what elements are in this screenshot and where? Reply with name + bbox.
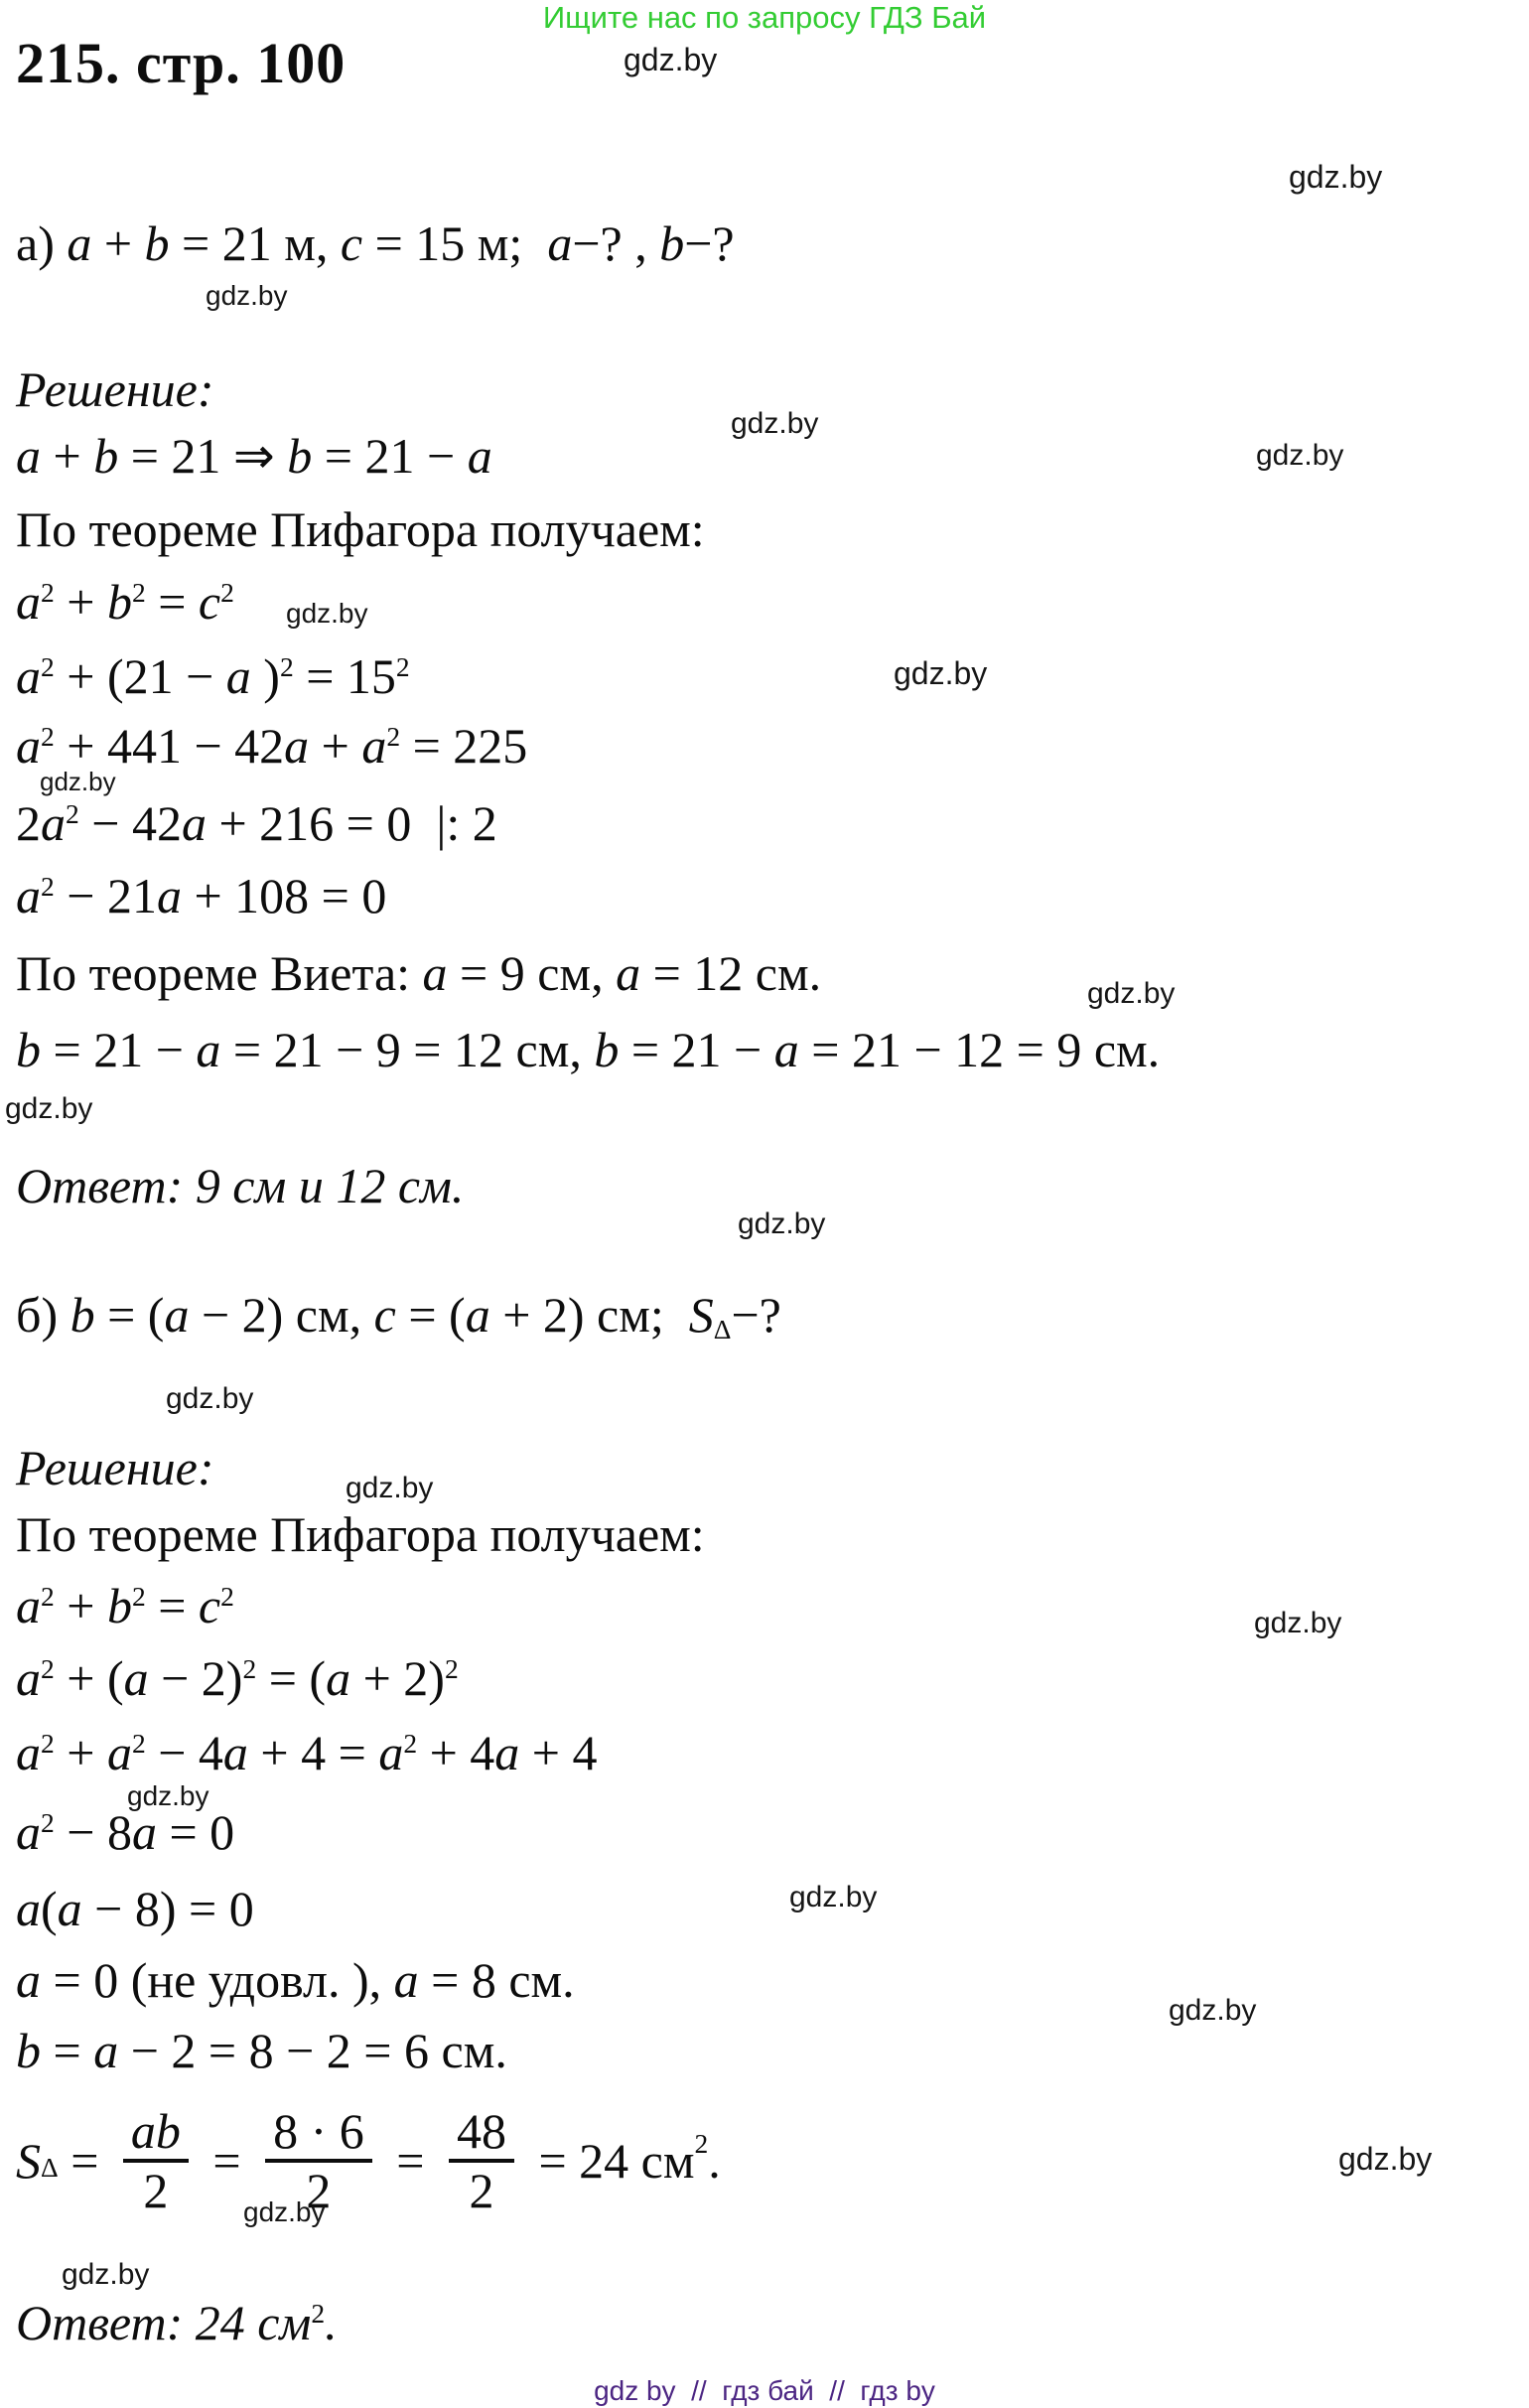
- eq-a-b-values: [16, 1021, 1160, 1079]
- math-segment: +: [91, 215, 145, 271]
- math-segment: 2: [311, 2297, 326, 2329]
- math-segment: + (21 −: [54, 648, 226, 704]
- math-segment: 2: [469, 2163, 494, 2218]
- math-segment: a: [16, 648, 41, 704]
- math-segment: S: [688, 1287, 714, 1343]
- math-segment: c: [198, 1578, 221, 1633]
- math-segment: 2: [444, 1652, 459, 1684]
- gdz-watermark: gdz.by: [1254, 1607, 1342, 1639]
- gdz-watermark: gdz.by: [1169, 1994, 1257, 2027]
- math-segment: = 21 −: [619, 1022, 774, 1077]
- math-segment: c: [340, 215, 363, 271]
- math-segment: a: [123, 1650, 149, 1706]
- fraction-numerator: [265, 2103, 372, 2159]
- math-segment: = 24 см: [525, 2132, 695, 2189]
- gdz-watermark: gdz.by: [1256, 439, 1344, 472]
- gdz-watermark: gdz.by: [286, 598, 368, 629]
- math-segment: = 12 см.: [640, 945, 822, 1001]
- math-segment: Δ: [713, 1314, 732, 1346]
- math-segment: 2: [386, 720, 401, 752]
- fraction-denominator: [449, 2159, 514, 2218]
- math-segment: 2: [306, 2163, 332, 2218]
- problem-b-statement: [16, 1286, 781, 1345]
- math-segment: + 4: [417, 1725, 495, 1780]
- math-segment: 2: [66, 797, 79, 829]
- math-segment: 2: [131, 1580, 146, 1612]
- gdz-watermark: gdz.by: [738, 1207, 826, 1240]
- math-segment: a: [156, 868, 182, 923]
- gdz-watermark: gdz.by: [731, 407, 819, 440]
- math-segment: a: [222, 1725, 248, 1780]
- gdz-watermark: gdz.by: [5, 1092, 93, 1125]
- math-segment: 2: [242, 1652, 257, 1684]
- math-segment: 2: [16, 795, 41, 851]
- math-segment: a: [16, 1578, 41, 1633]
- math-segment: −?: [684, 215, 735, 271]
- math-segment: По теореме Виета:: [16, 945, 423, 1001]
- math-segment: S: [16, 2132, 41, 2189]
- gdz-watermark: gdz.by: [40, 767, 116, 796]
- math-segment: − 21: [54, 868, 157, 923]
- math-segment: б): [16, 1287, 70, 1343]
- math-segment: + (: [54, 1650, 124, 1706]
- math-segment: a: [16, 1881, 41, 1936]
- math-segment: a: [378, 1725, 404, 1780]
- gdz-watermark: gdz.by: [62, 2258, 150, 2291]
- math-segment: − 2) см,: [189, 1287, 374, 1343]
- footer-tags: gdz by // гдз бай // гдз by: [594, 2375, 935, 2406]
- problem-a-statement: [16, 214, 735, 273]
- math-segment: b: [594, 1022, 620, 1077]
- math-segment: c: [373, 1287, 396, 1343]
- math-segment: b: [93, 428, 119, 484]
- gdz-watermark: gdz.by: [206, 280, 288, 311]
- math-segment: a: [284, 718, 310, 774]
- math-segment: 2: [41, 650, 55, 682]
- math-segment: 8 · 6: [273, 2103, 364, 2159]
- math-segment: = 0 (не удовл. ),: [41, 1952, 394, 2008]
- pythagoras-text-b: [16, 1505, 705, 1564]
- math-segment: + 216 = 0 |: 2: [206, 795, 497, 851]
- math-segment: =: [145, 574, 199, 630]
- eq-b-side: [16, 2022, 507, 2080]
- math-segment: −?: [731, 1287, 781, 1343]
- math-segment: +: [41, 428, 94, 484]
- math-segment: + 441 − 42: [54, 718, 285, 774]
- solution-a-label: [16, 360, 214, 419]
- math-segment: = (: [94, 1287, 165, 1343]
- gdz-watermark: gdz.by: [243, 2196, 326, 2227]
- math-segment: b: [70, 1287, 95, 1343]
- math-segment: c: [198, 574, 221, 630]
- math-segment: ab: [130, 2103, 181, 2159]
- math-segment: 2: [41, 870, 55, 902]
- math-segment: Ответ: 24 см: [16, 2295, 312, 2350]
- math-segment: .: [708, 2132, 721, 2189]
- gdz-watermark: gdz.by: [789, 1881, 878, 1913]
- math-segment: По теореме Пифагора получаем:: [16, 501, 705, 557]
- math-segment: Решение:: [16, 361, 214, 417]
- gdz-watermark: gdz.by: [166, 1382, 254, 1415]
- math-segment: 2: [41, 1727, 55, 1759]
- math-segment: = 15: [293, 648, 396, 704]
- math-segment: = 0: [156, 1804, 235, 1860]
- math-segment: a: [181, 795, 207, 851]
- math-segment: По теореме Пифагора получаем:: [16, 1506, 705, 1562]
- math-segment: = 21 −: [312, 428, 468, 484]
- problem-title: 215. стр. 100: [16, 31, 347, 95]
- eq-a-substituted: [16, 647, 410, 706]
- math-segment: = 21 − 9 = 12 см,: [220, 1022, 595, 1077]
- math-segment: a: [16, 1650, 41, 1706]
- gdz-watermark: gdz.by: [1338, 2141, 1433, 2177]
- math-segment: = (: [256, 1650, 327, 1706]
- eq-a-collected: [16, 794, 497, 853]
- math-segment: − 8) = 0: [81, 1881, 254, 1936]
- gdz-watermark: gdz.by: [894, 655, 988, 691]
- math-segment: a: [494, 1725, 520, 1780]
- eq-b-factored: [16, 1880, 254, 1938]
- math-segment: = 9 см,: [447, 945, 617, 1001]
- math-segment: +: [309, 718, 362, 774]
- math-segment: b: [659, 215, 685, 271]
- fraction: [123, 2103, 189, 2218]
- answer-a: [16, 1157, 464, 1215]
- math-segment: a: [16, 1725, 41, 1780]
- math-segment: b: [106, 1578, 132, 1633]
- fraction: [449, 2103, 514, 2218]
- math-segment: a: [773, 1022, 799, 1077]
- math-segment: =: [58, 2132, 111, 2189]
- math-segment: b: [287, 428, 313, 484]
- math-segment: 48: [456, 2103, 506, 2159]
- math-segment: =: [200, 2132, 254, 2189]
- math-segment: 2: [220, 576, 234, 608]
- math-segment: a: [16, 868, 41, 923]
- math-segment: a: [16, 574, 41, 630]
- math-segment: =: [41, 2023, 94, 2078]
- promo-header: Ищите нас по запросу ГДЗ Бай: [542, 0, 987, 35]
- eq-a-quadratic: [16, 867, 386, 925]
- pythagoras-text-a: [16, 500, 705, 559]
- eq-b-pythagoras: [16, 1577, 234, 1635]
- math-segment: a: [106, 1725, 132, 1780]
- vieta-text: [16, 944, 821, 1003]
- eq-a-pythagoras: [16, 573, 234, 632]
- math-segment: +: [54, 574, 107, 630]
- math-segment: 2: [41, 576, 55, 608]
- eq-b-roots: [16, 1951, 575, 2010]
- eq-b-expanded: [16, 1724, 597, 1782]
- math-segment: a: [422, 945, 448, 1001]
- math-segment: =: [145, 1578, 199, 1633]
- math-segment: 2: [279, 650, 294, 682]
- math-segment: − 42: [78, 795, 182, 851]
- fraction-numerator: [449, 2103, 514, 2159]
- math-segment: 2: [131, 1727, 146, 1759]
- math-segment: 2: [41, 1652, 55, 1684]
- math-segment: (: [41, 1881, 58, 1936]
- math-segment: ): [250, 648, 280, 704]
- math-segment: a: [93, 2023, 119, 2078]
- math-segment: a: [57, 1881, 82, 1936]
- math-segment: Δ: [41, 2151, 59, 2183]
- math-segment: а): [16, 215, 68, 271]
- math-segment: a: [225, 648, 251, 704]
- math-segment: − 8: [54, 1804, 132, 1860]
- math-segment: b: [144, 215, 170, 271]
- eq-b-substituted: [16, 1649, 459, 1708]
- math-segment: 2: [143, 2163, 169, 2218]
- math-segment: 2: [395, 650, 410, 682]
- math-segment: + 4 =: [247, 1725, 379, 1780]
- math-segment: = 21 ⇒: [118, 428, 288, 484]
- math-segment: a: [131, 1804, 157, 1860]
- gdz-watermark: gdz.by: [1289, 159, 1383, 195]
- math-segment: = 21 −: [41, 1022, 197, 1077]
- math-segment: Ответ: 9 см и 12 см.: [16, 1158, 465, 1213]
- math-segment: −? ,: [572, 215, 660, 271]
- math-segment: a: [41, 795, 66, 851]
- math-segment: + 108 = 0: [181, 868, 387, 923]
- math-segment: .: [325, 2295, 338, 2350]
- math-segment: = 21 м,: [169, 215, 341, 271]
- math-segment: 2: [694, 2127, 709, 2159]
- math-segment: +: [54, 1578, 107, 1633]
- math-segment: = 8 см.: [418, 1952, 575, 2008]
- math-segment: a: [196, 1022, 221, 1077]
- math-segment: a: [16, 1952, 41, 2008]
- math-segment: a: [616, 945, 641, 1001]
- gdz-watermark: gdz.by: [624, 42, 718, 77]
- math-segment: a: [16, 718, 41, 774]
- math-segment: 2: [220, 1580, 234, 1612]
- math-segment: a: [16, 1804, 41, 1860]
- eq-b-collected: [16, 1803, 234, 1862]
- gdz-watermark: gdz.by: [346, 1472, 434, 1504]
- math-segment: + 2): [350, 1650, 445, 1706]
- fraction-denominator: [123, 2159, 189, 2218]
- gdz-watermark: gdz.by: [127, 1780, 209, 1811]
- math-segment: − 2 = 8 − 2 = 6 см.: [118, 2023, 507, 2078]
- math-segment: = 15 м;: [362, 215, 548, 271]
- math-segment: 2: [41, 720, 55, 752]
- eq-a-substitution: [16, 427, 492, 486]
- solution-b-label: [16, 1439, 214, 1497]
- math-segment: = 21 − 12 = 9 см.: [798, 1022, 1161, 1077]
- math-segment: a: [67, 215, 92, 271]
- math-segment: a: [361, 718, 387, 774]
- answer-b: [16, 2294, 338, 2352]
- gdz-watermark: gdz.by: [1087, 977, 1176, 1010]
- math-segment: =: [383, 2132, 437, 2189]
- math-segment: 2: [131, 576, 146, 608]
- math-segment: +: [54, 1725, 107, 1780]
- math-segment: = (: [395, 1287, 466, 1343]
- math-segment: b: [106, 574, 132, 630]
- math-segment: a: [467, 428, 492, 484]
- math-segment: a: [16, 428, 41, 484]
- math-segment: + 2) см;: [489, 1287, 689, 1343]
- fraction-numerator: [123, 2103, 189, 2159]
- math-segment: b: [16, 2023, 41, 2078]
- math-segment: 2: [41, 1806, 55, 1838]
- math-segment: − 4: [145, 1725, 223, 1780]
- math-segment: a: [393, 1952, 419, 2008]
- math-segment: 2: [403, 1727, 418, 1759]
- math-segment: a: [164, 1287, 190, 1343]
- math-segment: 2: [41, 1580, 55, 1612]
- math-segment: = 225: [400, 718, 528, 774]
- math-segment: a: [547, 215, 573, 271]
- math-segment: Решение:: [16, 1440, 214, 1495]
- math-segment: b: [16, 1022, 41, 1077]
- area-formula: [16, 2103, 721, 2218]
- math-segment: + 4: [519, 1725, 598, 1780]
- math-segment: a: [326, 1650, 351, 1706]
- math-segment: − 2): [148, 1650, 243, 1706]
- math-segment: a: [465, 1287, 490, 1343]
